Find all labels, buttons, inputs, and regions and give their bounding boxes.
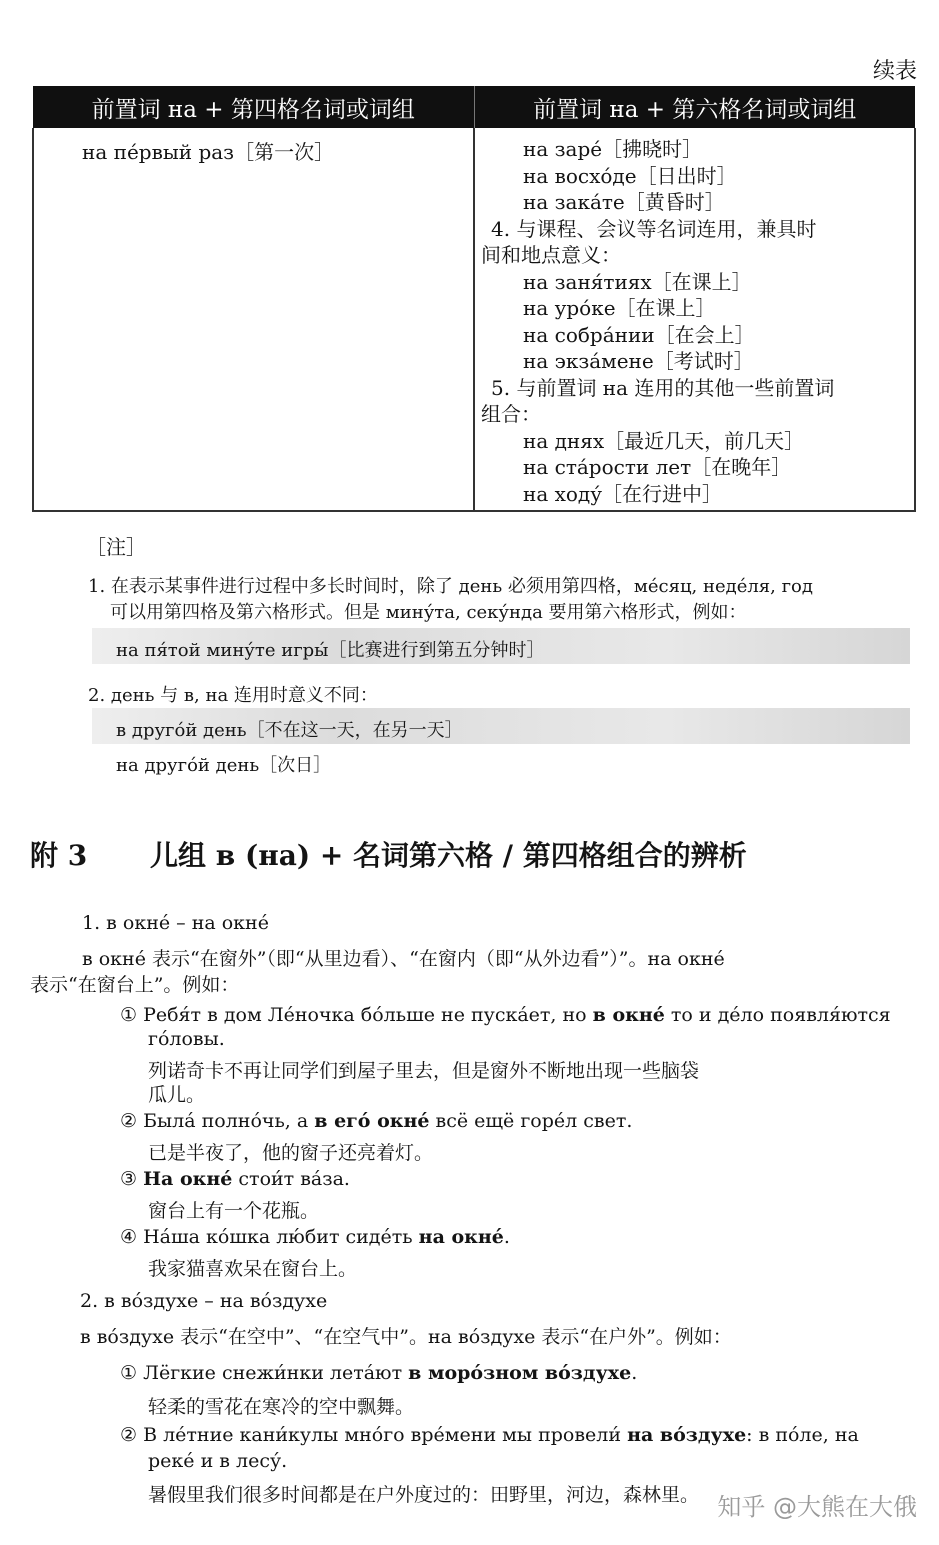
example-number: ②	[120, 1424, 138, 1446]
table-entry: 4. 与课程、会议等名词连用，兼具时	[491, 216, 817, 241]
table-entry: 间和地点意义：	[481, 243, 621, 267]
example-highlight: в его́ окне́	[314, 1110, 430, 1132]
section-1-heading: 1. в окне́ – на окне́	[82, 912, 269, 934]
appendix-title: 儿组 в (на) + 名词第六格 / 第四格组合的辨析	[150, 839, 747, 872]
section-1-desc-line-1: в окне́ 表示“在窗外”（即“从里边看）、“在窗内（即“从外边看”）”。на окне́	[82, 948, 725, 970]
table-entry: на зака́те［黄昏时］	[523, 190, 725, 214]
example-highlight: на во́здухе	[627, 1424, 747, 1446]
watermark-text: 知乎 @大熊在大俄	[717, 1493, 917, 1521]
example-highlight: на окне́	[418, 1226, 504, 1248]
table-cell-right	[474, 128, 915, 511]
example-text: : в по́ле, на	[746, 1424, 859, 1446]
example-5-russian	[120, 1362, 637, 1384]
example-highlight: На окне́	[143, 1168, 233, 1190]
table-entry: на заня́тиях［在课上］	[523, 269, 752, 294]
note-2-example-1: в друго́й день［不在这一天，在另一天］	[116, 720, 463, 741]
example-text: стои́т ва́за.	[232, 1168, 350, 1190]
note-heading: ［注］	[86, 535, 146, 559]
continued-table-label: 续表	[872, 59, 917, 84]
example-text: На́ша ко́шка лю́бит сиде́ть	[143, 1226, 419, 1248]
example-3-russian	[120, 1168, 350, 1190]
example-6-chinese: 暑假里我们很多时间都是在户外度过的：田野里，河边，森林里。	[148, 1484, 700, 1506]
example-text: Ребя́т в дом Ле́ночка бо́льше не пуска́ет, но	[143, 1004, 593, 1026]
section-2-heading: 2. в во́здухе – на во́здухе	[80, 1290, 328, 1312]
table-entry: на пе́рвый раз［第一次］	[82, 140, 335, 164]
example-text: .	[631, 1362, 638, 1384]
table-entry-list	[475, 136, 914, 507]
example-text: .	[503, 1226, 510, 1248]
table-entry: на восхо́де［日出时］	[523, 163, 737, 188]
appendix-number: 附 3	[30, 839, 88, 872]
example-number: ②	[120, 1110, 138, 1132]
example-text: то и де́ло появля́ются	[664, 1004, 891, 1026]
note-2-example-2: на друго́й день［次日］	[116, 755, 332, 776]
section-1-desc-line-2: 表示“在窗台上”。例如：	[30, 974, 240, 996]
example-2-russian	[120, 1110, 632, 1132]
example-6-russian	[120, 1424, 859, 1446]
example-1-russian	[120, 1004, 891, 1026]
section-2-desc: в во́здухе 表示“在空中”、“在空气中”。на во́здухе 表示“在户外”。例如：	[80, 1326, 732, 1348]
preposition-table	[32, 86, 916, 512]
table-cell-left	[33, 128, 474, 511]
table-entry: на уро́ке［在课上］	[523, 296, 716, 320]
example-3-chinese: 窗台上有一个花瓶。	[148, 1200, 320, 1222]
table-entry: на заре́［拂晓时］	[523, 137, 703, 161]
table-entry: на ста́рости лет［在晚年］	[523, 455, 792, 479]
example-number: ①	[120, 1004, 138, 1026]
example-number: ①	[120, 1362, 138, 1384]
table-entry: на собра́нии［在会上］	[523, 322, 755, 347]
example-1-chinese-line-2: 瓜儿。	[148, 1084, 206, 1106]
table-header-prepositional: 前置词 на + 第六格名词或词组	[474, 86, 915, 128]
table-entry: на экза́мене［考试时］	[523, 349, 754, 373]
example-text: В ле́тние кани́кулы мно́го вре́мени мы провели́	[143, 1424, 628, 1446]
note-1-line-2: 可以用第四格及第六格形式。但是 мину́та, секу́нда 要用第六格形式，例如：	[110, 602, 747, 623]
note-1-example: на пя́той мину́те игры́［比赛进行到第五分钟时］	[116, 640, 545, 661]
example-1-russian-line-2: го́ловы.	[148, 1028, 225, 1050]
example-5-chinese: 轻柔的雪花在寒冷的空中飘舞。	[148, 1396, 415, 1418]
example-text: Была́ полно́чь, а	[143, 1110, 315, 1132]
example-2-chinese: 已是半夜了，他的窗子还亮着灯。	[148, 1142, 434, 1164]
example-6-russian-line-2: реке́ и в лесу́.	[148, 1450, 288, 1472]
table-entry: 组合：	[481, 402, 541, 426]
example-number: ③	[120, 1168, 138, 1190]
example-highlight: в моро́зном во́здухе	[408, 1362, 632, 1384]
table-entry: 5. 与前置词 на 连用的其他一些前置词	[491, 375, 835, 400]
table-entry: на днях［最近几天，前几天］	[523, 428, 805, 453]
example-4-russian	[120, 1226, 510, 1248]
example-number: ④	[120, 1226, 138, 1248]
example-text: всё ещё горе́л свет.	[429, 1110, 633, 1132]
note-1-line-1: 1. 在表示某事件进行过程中多长时间时，除了 день 必须用第四格，ме́сяц, неде́ля, год	[88, 576, 813, 597]
example-1-chinese: 列诺奇卡不再让同学们到屋子里去，但是窗外不断地出现一些脑袋	[148, 1060, 700, 1082]
example-highlight: в окне́	[592, 1004, 665, 1026]
example-text: Лёгкие снежи́нки лета́ют	[143, 1362, 409, 1384]
example-4-chinese: 我家猫喜欢呆在窗台上。	[148, 1258, 358, 1280]
table-header-accusative: 前置词 на + 第四格名词或词组	[33, 86, 474, 128]
note-2-line: 2. день 与 в, на 连用时意义不同：	[88, 685, 378, 706]
table-entry: на ходу́［在行进中］	[523, 481, 723, 506]
